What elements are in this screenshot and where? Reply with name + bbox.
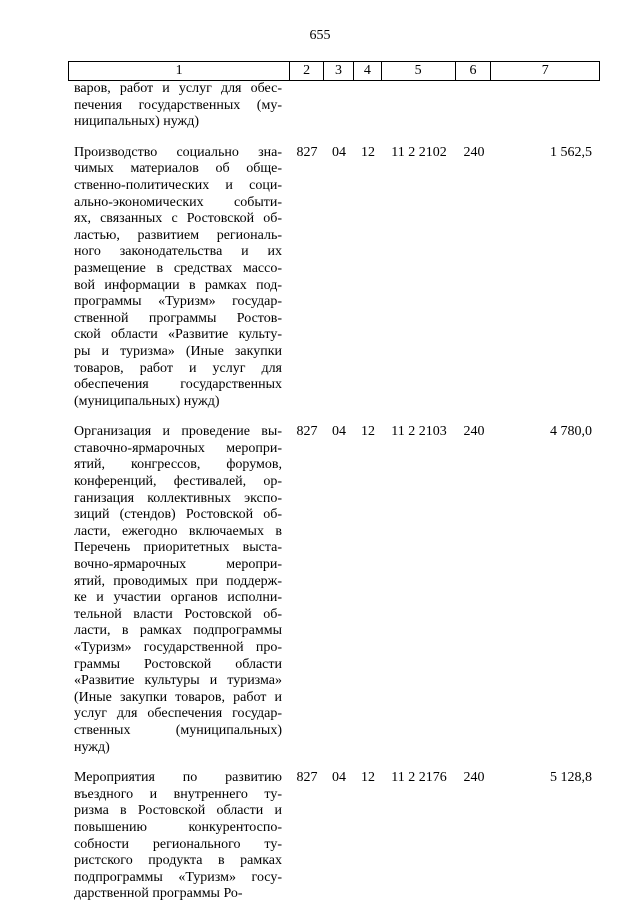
description-line: повышению конкурентоспо- [74, 819, 282, 835]
description-line: ской области «Развитие культу- [74, 327, 282, 343]
section-code: 04 [332, 144, 346, 160]
table-row [68, 424, 600, 756]
header-col-7: 7 [541, 63, 549, 78]
target-article-code: 11 2 2176 [391, 770, 447, 786]
amount: 1 562,5 [550, 144, 592, 160]
section-code: 04 [332, 424, 346, 440]
description-line: ставочно-ярмарочных меропри- [74, 440, 282, 456]
header-col-5: 5 [382, 62, 456, 80]
ministry-code: 827 [296, 144, 318, 160]
description-line: «Туризм» государственной про- [74, 640, 282, 655]
description-line: ях, связанных с Ростовской об- [74, 211, 282, 227]
description-line: въездного и внутреннего ту- [74, 786, 282, 802]
description-line: вочно-ярмарочных меропри- [74, 557, 282, 573]
expense-type-code: 240 [463, 144, 485, 160]
description-line: ственной программы Ростов- [74, 310, 282, 326]
description-line: граммы Ростовской области [74, 656, 282, 672]
table-header-row [68, 61, 600, 81]
description-line: ально-экономических событи- [74, 194, 282, 210]
row-spacer [68, 410, 600, 424]
description-line: зиций (стендов) Ростовской об- [74, 507, 282, 523]
page-number: 655 [309, 28, 331, 43]
header-col-3: 3 [324, 62, 354, 80]
expense-type-code: 240 [463, 424, 485, 440]
amount: 5 128,8 [550, 770, 592, 786]
row-spacer [68, 756, 600, 770]
section-code: 04 [332, 770, 346, 786]
row-description [68, 145, 290, 411]
description-line: «Развитие культуры и туризма» [74, 673, 282, 689]
ministry-code: 827 [296, 770, 318, 786]
subsection-code: 12 [361, 144, 375, 160]
description-line: Перечень приоритетных выста- [74, 540, 282, 556]
description-line: ятий, конгрессов, форумов, [74, 457, 282, 473]
description-line: тельной власти Ростовской об- [74, 606, 282, 622]
table-body [68, 81, 600, 903]
description-line: ниципальных) нужд) [74, 114, 199, 130]
header-col-4: 4 [354, 62, 382, 80]
subsection-code: 12 [361, 424, 375, 440]
description-line: вой информации в рамках под- [74, 277, 282, 293]
description-line: (муниципальных) нужд) [74, 393, 220, 409]
budget-table [68, 61, 600, 903]
description-line: услуг для обеспечения государ- [74, 706, 282, 722]
description-line: ственно-политических и соци- [74, 177, 282, 193]
description-line: ласти, ежегодно включаемых в [74, 523, 282, 539]
description-line: ры и туризма» (Иные закупки [74, 343, 282, 359]
description-line: ласти, в рамках подпрограммы [74, 623, 282, 639]
header-col-1: 1 [69, 62, 290, 80]
amount: 4 780,0 [550, 424, 592, 440]
description-line: программы «Туризм» государ- [74, 294, 282, 310]
expense-type-code: 240 [463, 770, 485, 786]
description-line: собности регионального ту- [74, 836, 282, 852]
target-article-code: 11 2 2102 [391, 144, 447, 160]
header-col-6: 6 [456, 62, 492, 80]
description-line: ганизация коллективных экспо- [74, 490, 282, 506]
description-line: подпрограммы «Туризм» госу- [74, 869, 282, 885]
description-line: нужд) [74, 739, 110, 755]
row-description [68, 424, 290, 756]
description-line: дарственной программы Ро- [74, 886, 243, 902]
description-line: варов, работ и услуг для обес- [74, 81, 282, 96]
subsection-code: 12 [361, 770, 375, 786]
description-line: ятий, проводимых при поддерж- [74, 573, 282, 589]
description-line: товаров, работ и услуг для [74, 360, 282, 376]
description-line: ственных (муниципальных) [74, 722, 282, 738]
description-line: ке и участии органов исполни- [74, 590, 282, 606]
description-line: ризма в Ростовской области и [74, 803, 282, 819]
description-line: Мероприятия по развитию [74, 770, 282, 786]
description-line: чимых материалов об обще- [74, 161, 282, 177]
description-line: ристского продукта в рамках [74, 853, 282, 869]
description-line: Производство социально зна- [74, 144, 282, 160]
table-row-continuation [68, 81, 600, 131]
header-col-2: 2 [290, 62, 324, 80]
description-line: (Иные закупки товаров, работ и [74, 689, 282, 705]
description-line: ного законодательства и их [74, 244, 282, 260]
description-line: размещение в средствах массо- [74, 260, 282, 276]
ministry-code: 827 [296, 424, 318, 440]
description-line: ластью, развитием региональ- [74, 227, 282, 243]
description-line: обеспечения государственных [74, 377, 282, 393]
target-article-code: 11 2 2103 [391, 424, 447, 440]
description-line: печения государственных (му- [74, 97, 282, 113]
table-row [68, 145, 600, 411]
description-line: Организация и проведение вы- [74, 424, 282, 440]
description-line: конференций, фестивалей, ор- [74, 474, 282, 490]
row-description [68, 770, 290, 903]
table-row [68, 770, 600, 903]
row-spacer [68, 131, 600, 145]
row-description [68, 81, 290, 131]
